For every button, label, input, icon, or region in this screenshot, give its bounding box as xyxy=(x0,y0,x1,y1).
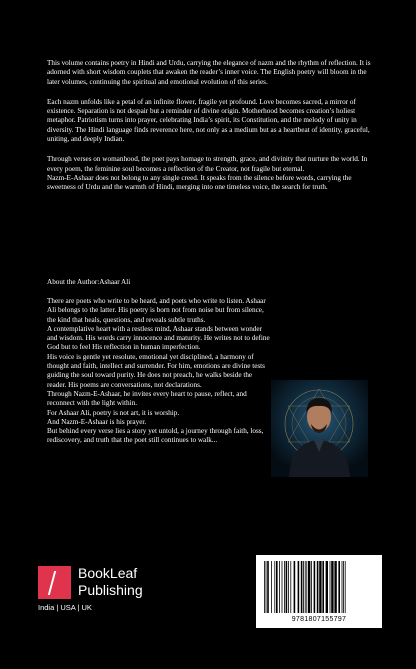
barcode-bar xyxy=(343,561,344,613)
bio-paragraph: There are poets who write to be heard, and poets who write to listen. Ashaar Ali belongs to the latter. His poetry is born not from noise but from silence, the kind that heals, questions, and reveals subtle truths. xyxy=(47,297,266,324)
barcode-bar xyxy=(322,561,324,613)
barcode-bar xyxy=(330,561,331,613)
about-author-heading: About the Author:Ashaar Ali xyxy=(47,278,131,286)
barcode-bar xyxy=(303,561,304,613)
barcode-bar xyxy=(326,561,328,613)
blurb-paragraph: Through verses on womanhood, the poet pays homage to strength, grace, and divinity that nurture the world. In every poem, the feminine soul becomes a reflection of the Creator, not fragile but eternal. xyxy=(47,155,368,173)
blurb-section xyxy=(47,59,377,204)
publisher-name: BookLeaf Publishing xyxy=(78,565,143,598)
barcode-bar xyxy=(271,561,272,613)
barcode-bar xyxy=(311,561,312,613)
barcode-bar xyxy=(317,561,319,613)
blurb-paragraph: Nazm-E-Ashaar does not belong to any single creed. It speaks from the silence before words, carrying the sweetness of Urdu and the warmth of Hindi, merging into one timeless voice, the search for truth. xyxy=(47,173,352,192)
bio-paragraph: Through Nazm-E-Ashaar, he invites every heart to pause, reflect, and reconnect with the light within. xyxy=(47,389,247,408)
bio-paragraph: But behind every verse lies a story yet untold, a journey through faith, loss, rediscovery, and truth that the poet still continues to walk... xyxy=(47,427,264,445)
barcode-bar xyxy=(331,561,333,613)
barcode-bar xyxy=(286,561,288,613)
isbn-barcode xyxy=(256,555,382,628)
barcode-bar xyxy=(274,561,275,613)
barcode-bar xyxy=(345,561,346,613)
author-photo xyxy=(271,380,368,477)
barcode-bar xyxy=(266,561,267,613)
isbn-number: 9781807155797 xyxy=(291,616,347,623)
barcode-bar xyxy=(279,561,280,613)
publisher-tagline: India | USA | UK xyxy=(38,603,92,612)
barcode-bar xyxy=(298,561,300,613)
barcode-bar xyxy=(284,561,285,613)
barcode-bar xyxy=(282,561,283,613)
barcode-bar xyxy=(334,561,336,613)
barcode-bar xyxy=(306,561,307,613)
barcode-bar xyxy=(338,561,340,613)
blurb-paragraph: This volume contains poetry in Hindi and Urdu, carrying the elegance of nazm and the rhythm of reflection. It is adorned with short wisdom couplets that awaken the reader’s inner voice. The English poetry will bloom in the later volumes, continuing the spiritual and emotional evolution of this series. xyxy=(47,59,371,86)
barcode-bar xyxy=(319,561,321,613)
barcode-bar xyxy=(290,561,291,613)
bio-paragraph: And Nazm-E-Ashaar is his prayer. xyxy=(47,417,147,426)
logo-mark xyxy=(38,566,71,599)
bio-paragraph: For Ashaar Ali, poetry is not art, it is worship. xyxy=(47,408,180,417)
blurb-paragraph: Each nazm unfolds like a petal of an infinite flower, fragile yet profound. Love becomes sacred, a mirror of existence. Separation is not despair but a reminder of divine origin. Motherhood becomes creation’s holiest metaphor. Patriotism turns into prayer, celebrating India’s spirit, its Constitution, and the melody of unity in diversity. The Hindi language finds reverence here, not only as a medium but as a heartbeat of identity, graceful, uniting, and deeply Indian. xyxy=(47,97,370,144)
barcode-bar xyxy=(294,561,296,613)
barcode-bar xyxy=(342,561,343,613)
barcode-bar xyxy=(308,561,310,613)
barcode-bar xyxy=(267,561,269,613)
barcode-bar xyxy=(305,561,306,613)
author-bio xyxy=(47,297,272,446)
barcode-bar xyxy=(314,561,316,613)
barcode-bar xyxy=(288,561,289,613)
bio-paragraph: A contemplative heart with a restless mind, Ashaar stands between wonder and wisdom. His words carry innocence and maturity. He writes not to define God but to feel His reflection in human imperfection. xyxy=(47,324,270,352)
barcode-bar xyxy=(264,561,265,613)
barcode-bar xyxy=(276,561,278,613)
barcode-bar xyxy=(301,561,303,613)
bio-paragraph: His voice is gentle yet resolute, emotional yet disciplined, a harmony of thought and faith, intellect and surrender. For him, emotions are divine tests guiding the soul toward purity. He does not preach, he walks beside the reader. His poems are conversations, not declarations. xyxy=(47,352,265,389)
